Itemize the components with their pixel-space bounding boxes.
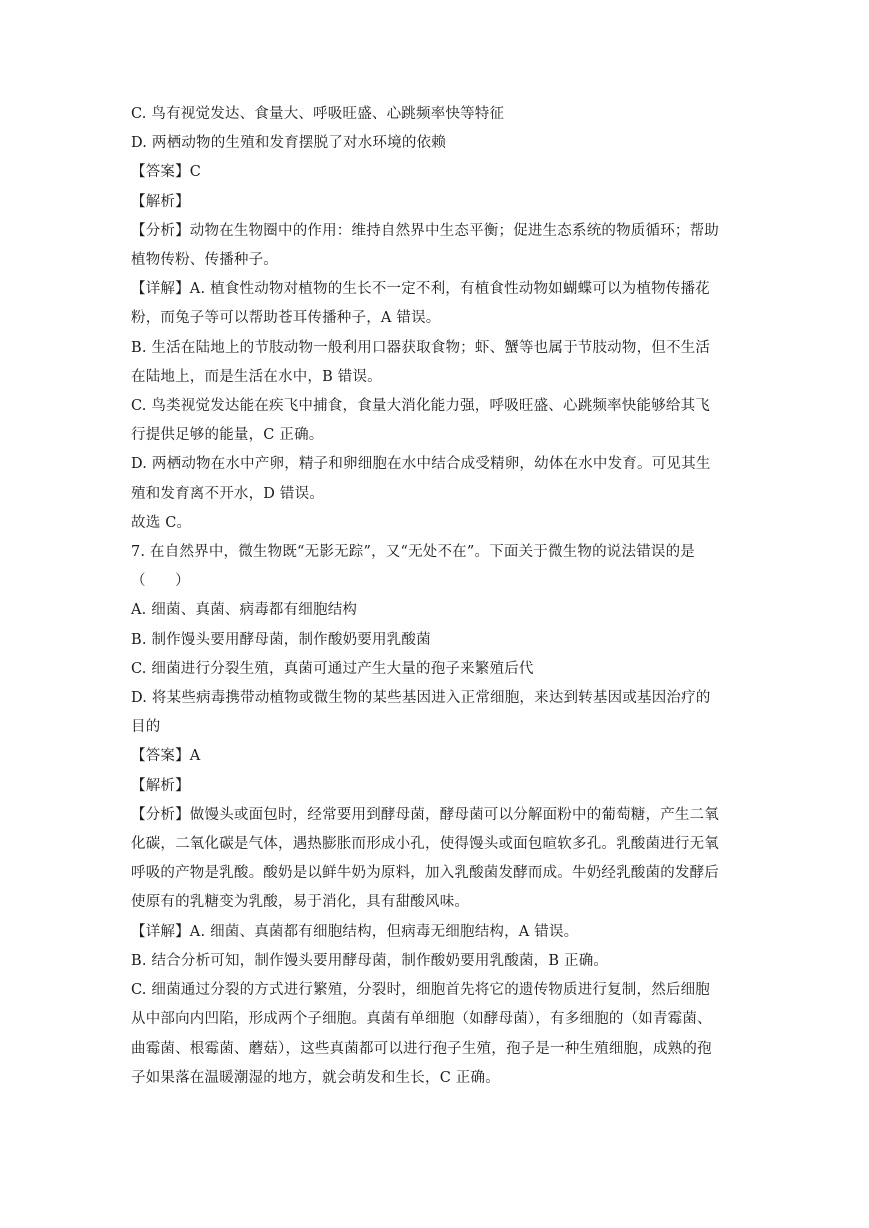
analysis-paragraph: 植物传粉、传播种子。 [131,252,278,269]
option-c-line: C. 鸟有视觉发达、食量大、呼吸旺盛、心跳频率快等特征 [131,106,505,122]
analysis-paragraph: 呼吸的产物是乳酸。酸奶是以鲜牛奶为原料，加入乳酸菌发酵而成。牛奶经乳酸菌的发酵后 [131,865,719,882]
option-d-line: 目的 [131,719,161,736]
detail-paragraph: 行提供足够的能量，C 正确。 [131,427,324,444]
detail-paragraph: B. 生活在陆地上的节肢动物一般利用口器获取食物；虾、蟹等也属于节肢动物，但不生活 [131,339,711,356]
detail-paragraph: D. 两栖动物在水中产卵，精子和卵细胞在水中结合成受精卵，幼体在水中发育。可见其生 [131,456,711,473]
detail-paragraph: 【详解】A. 植食性动物对植物的生长不一定不利，有植食性动物如蝴蝶可以为植物传播花 [131,281,710,298]
detail-paragraph: C. 鸟类视觉发达能在疾飞中捕食，食量大消化能力强，呼吸旺盛、心跳频率快能够给其飞 [131,398,710,415]
question-stem: （ ） [131,573,190,590]
detail-paragraph: 从中部向内凹陷，形成两个子细胞。真菌有单细胞（如酵母菌），有多细胞的（如青霉菌、 [131,1011,712,1028]
option-d-line: D. 两栖动物的生殖和发育摆脱了对水环境的依赖 [131,135,446,152]
analysis-paragraph: 【分析】做馒头或面包时，经常要用到酵母菌，酵母菌可以分解面粉中的葡萄糖，产生二氧 [131,806,719,823]
answer-line: 【答案】C [131,164,202,181]
detail-paragraph: 【详解】A. 细菌、真菌都有细胞结构，但病毒无细胞结构，A 错误。 [131,923,579,940]
option-d-line: D. 将某些病毒携带动植物或微生物的某些基因进入正常细胞，来达到转基因或基因治疗的 [131,690,711,707]
analysis-paragraph: 使原有的乳糖变为乳酸，易于消化，具有甜酸风味。 [131,894,470,911]
answer-line: 【答案】A [131,748,201,765]
detail-paragraph: 曲霉菌、根霉菌、蘑菇），这些真菌都可以进行孢子生殖，孢子是一种生殖细胞，成熟的孢 [131,1040,712,1057]
analysis-paragraph: 【分析】动物在生物圈中的作用：维持自然界中生态平衡；促进生态系统的物质循环；帮助 [131,222,719,239]
detail-paragraph: B. 结合分析可知，制作馒头要用酵母菌，制作酸奶要用乳酸菌，B 正确。 [131,952,609,969]
option-a-line: A. 细菌、真菌、病毒都有细胞结构 [131,602,358,619]
detail-paragraph: 殖和发育离不开水，D 错误。 [131,485,325,502]
detail-paragraph: 在陆地上，而是生活在水中，B 错误。 [131,368,382,385]
option-b-line: B. 制作馒头要用酵母菌，制作酸奶要用乳酸菌 [131,631,431,648]
detail-paragraph: C. 细菌通过分裂的方式进行繁殖，分裂时，细胞首先将它的遗传物质进行复制，然后细胞 [131,982,710,999]
detail-paragraph: 子如果落在温暖潮湿的地方，就会萌发和生长，C 正确。 [131,1069,500,1086]
question-stem: 7. 在自然界中，微生物既“无影无踪”，又“无处不在”。下面关于微生物的说法错误的是 [131,544,695,561]
choice-line: 故选 C。 [131,514,192,531]
detail-paragraph: 粉，而兔子等可以帮助苍耳传播种子，A 错误。 [131,310,441,327]
explanation-heading: 【解析】 [131,193,190,210]
document-body [131,100,743,1093]
analysis-paragraph: 化碳，二氧化碳是气体，遇热膨胀而形成小孔，使得馒头或面包暄软多孔。乳酸菌进行无氧 [131,836,719,853]
explanation-heading: 【解析】 [131,777,190,794]
option-c-line: C. 细菌进行分裂生殖，真菌可通过产生大量的孢子来繁殖后代 [131,660,534,677]
